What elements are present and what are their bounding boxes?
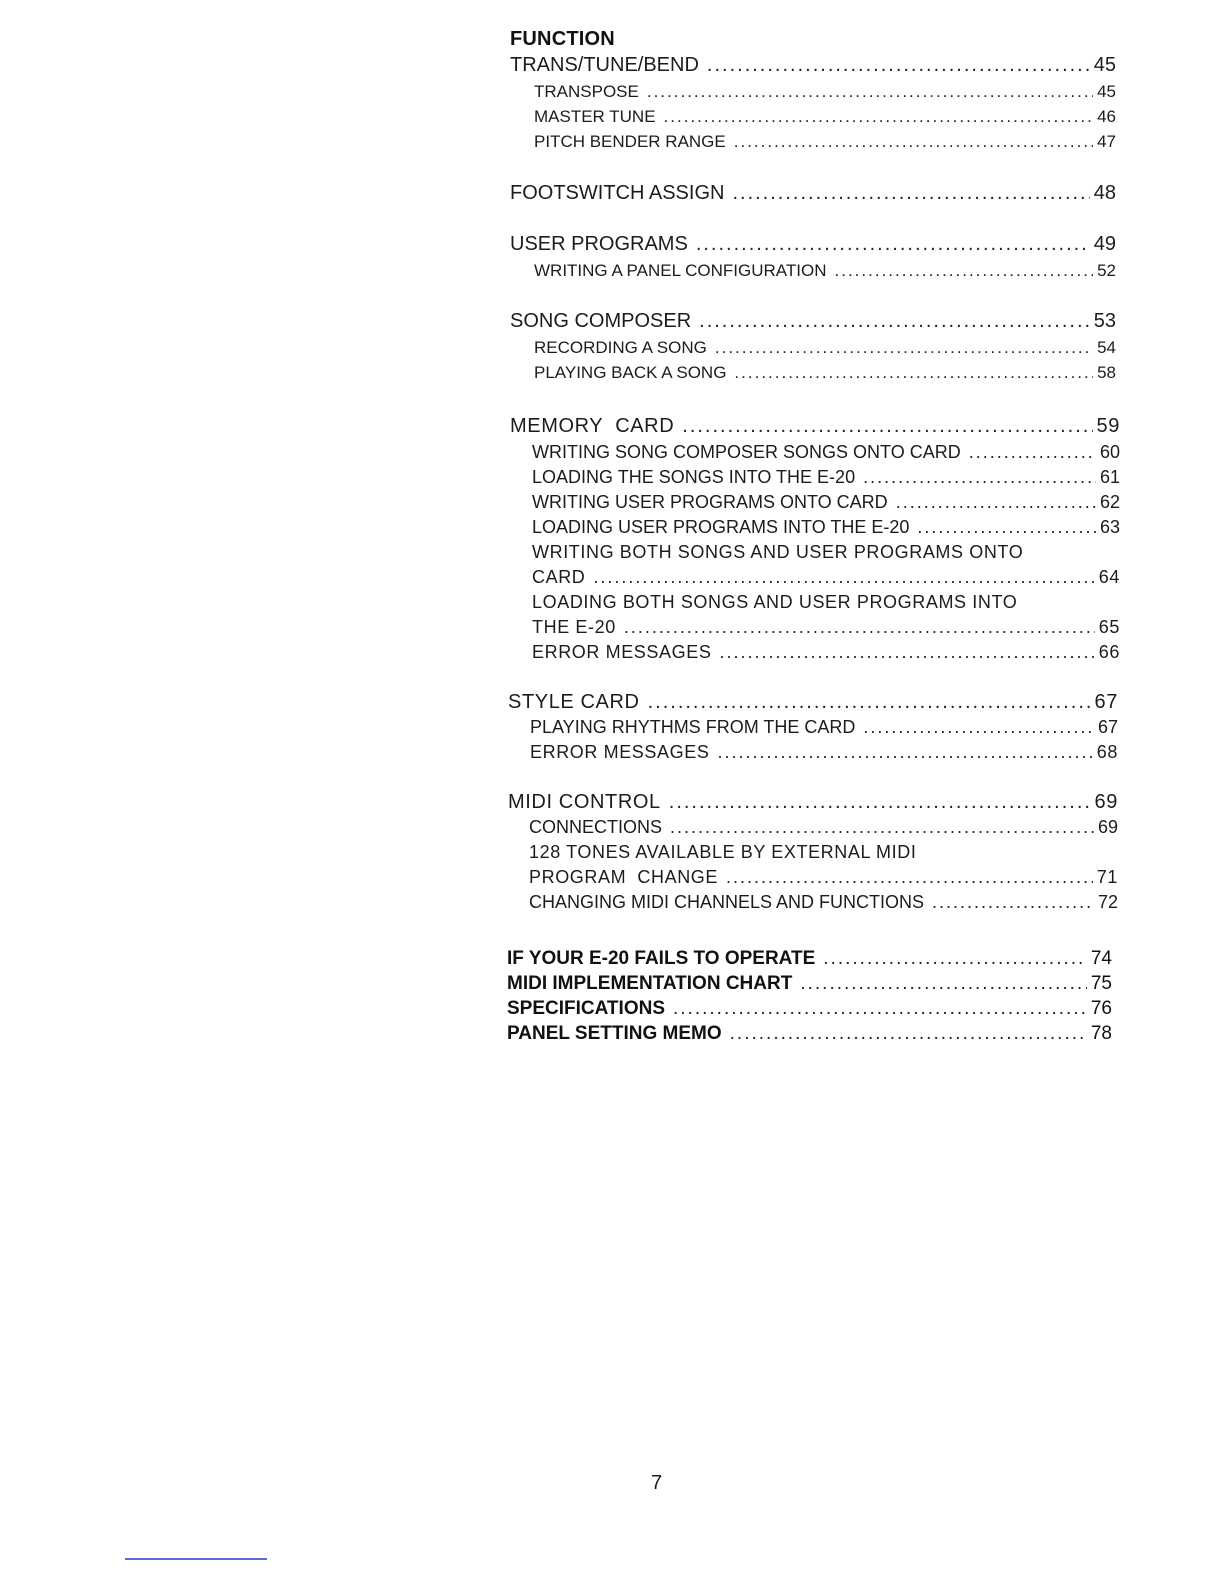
toc-entry-label: MIDI IMPLEMENTATION CHART [507, 973, 793, 994]
toc-subentry[interactable] [530, 717, 1118, 738]
toc-entry-page: 54 [1097, 338, 1116, 357]
toc-entry-page: 63 [1099, 517, 1120, 537]
toc-entry-page: 52 [1097, 261, 1116, 280]
toc-entry-page: 62 [1099, 492, 1120, 512]
dot-leader [800, 973, 1087, 995]
toc-entry-label: MIDI CONTROL [508, 791, 661, 813]
toc-subentry[interactable] [534, 132, 1116, 152]
toc-entry-page: 68 [1096, 742, 1118, 762]
toc-entry[interactable] [507, 973, 1112, 995]
dot-leader [593, 567, 1094, 588]
toc-subentry[interactable] [532, 517, 1120, 538]
toc-entry[interactable] [510, 415, 1120, 438]
dot-leader [730, 1023, 1087, 1045]
dot-leader [734, 132, 1093, 152]
toc-entry-page: 74 [1090, 948, 1112, 969]
toc-entry-label: TRANS/TUNE/BEND [510, 54, 699, 76]
toc-entry-page: 46 [1097, 107, 1116, 126]
toc-subentry[interactable] [534, 107, 1116, 127]
toc-subentry[interactable] [532, 617, 1120, 638]
dot-leader [917, 517, 1096, 538]
dot-leader [717, 742, 1092, 763]
toc-entry-label: PROGRAM CHANGE [529, 867, 719, 887]
toc-subentry[interactable] [530, 742, 1118, 763]
toc-subentry[interactable] [532, 442, 1120, 463]
toc-entry[interactable] [508, 791, 1118, 814]
toc-entry-page: 49 [1093, 233, 1116, 255]
toc-entry-label: PLAYING BACK A SONG [534, 363, 727, 382]
toc-subentry-line: WRITING BOTH SONGS AND USER PROGRAMS ONTO [532, 542, 1024, 562]
toc-entry[interactable] [507, 998, 1112, 1020]
dot-leader [699, 310, 1090, 333]
toc-entry-label: CHANGING MIDI CHANNELS AND FUNCTIONS [529, 892, 925, 912]
dot-leader [715, 338, 1093, 358]
toc-entry-label: ERROR MESSAGES [532, 642, 712, 662]
toc-entry-label: PLAYING RHYTHMS FROM THE CARD [530, 717, 856, 737]
dot-leader [673, 998, 1087, 1020]
toc-entry-page: 65 [1098, 617, 1120, 637]
toc-subentry[interactable] [529, 867, 1118, 888]
dot-leader [647, 82, 1093, 102]
dot-leader [734, 363, 1093, 383]
toc-entry-label: USER PROGRAMS [510, 233, 688, 255]
toc-entry-label: LOADING THE SONGS INTO THE E-20 [532, 467, 856, 487]
toc-entry[interactable] [510, 54, 1116, 77]
dot-leader [648, 691, 1091, 714]
toc-entry-label: WRITING A PANEL CONFIGURATION [534, 261, 827, 280]
toc-entry-page: 48 [1093, 182, 1116, 204]
toc-entry-page: 59 [1096, 415, 1120, 437]
toc-subentry-line: LOADING BOTH SONGS AND USER PROGRAMS INTO [532, 592, 1018, 612]
toc-subentry[interactable] [534, 338, 1116, 358]
toc-entry-label: SONG COMPOSER [510, 310, 692, 332]
dot-leader [863, 467, 1096, 488]
dot-leader [707, 54, 1090, 77]
toc-entry-page: 67 [1094, 691, 1118, 713]
toc-entry[interactable] [510, 182, 1116, 205]
toc-entry[interactable] [507, 948, 1112, 970]
page-number: 7 [651, 1472, 663, 1494]
toc-subentry[interactable] [534, 82, 1116, 102]
toc-entry-label: IF YOUR E-20 FAILS TO OPERATE [507, 948, 816, 969]
toc-entry-page: 76 [1090, 998, 1112, 1019]
toc-entry-page: 75 [1090, 973, 1112, 994]
toc-entry-page: 69 [1097, 817, 1118, 837]
dot-leader [823, 948, 1087, 970]
toc-subentry[interactable] [534, 363, 1116, 383]
section-heading: FUNCTION [510, 28, 615, 50]
toc-entry[interactable] [510, 233, 1116, 256]
toc-entry-label: FOOTSWITCH ASSIGN [510, 182, 725, 204]
toc-entry-label: WRITING SONG COMPOSER SONGS ONTO CARD [532, 442, 961, 462]
dot-leader [932, 892, 1094, 913]
toc-subentry[interactable] [534, 261, 1116, 281]
toc-subentry[interactable] [532, 492, 1120, 513]
toc-subentry[interactable] [529, 817, 1118, 838]
dot-leader [696, 233, 1090, 256]
dot-leader [896, 492, 1096, 513]
toc-entry-label: RECORDING A SONG [534, 338, 707, 357]
toc-entry-label: SPECIFICATIONS [507, 998, 665, 1019]
dot-leader [732, 182, 1089, 205]
dot-leader [726, 867, 1093, 888]
dot-leader [969, 442, 1096, 463]
toc-subentry[interactable] [529, 892, 1118, 913]
toc-entry[interactable] [508, 691, 1118, 714]
toc-entry-label: THE E-20 [532, 617, 616, 637]
toc-entry-page: 47 [1097, 132, 1116, 151]
dot-leader [863, 717, 1094, 738]
toc-entry-label: WRITING USER PROGRAMS ONTO CARD [532, 492, 888, 512]
toc-entry-page: 64 [1098, 567, 1120, 587]
toc-subentry-line: 128 TONES AVAILABLE BY EXTERNAL MIDI [529, 842, 917, 862]
toc-entry-page: 72 [1097, 892, 1118, 912]
dot-leader [682, 415, 1092, 438]
toc-entry-label: PITCH BENDER RANGE [534, 132, 726, 151]
toc-subentry[interactable] [532, 642, 1120, 663]
toc-entry-label: STYLE CARD [508, 691, 640, 713]
toc-entry-label: LOADING USER PROGRAMS INTO THE E-20 [532, 517, 910, 537]
dot-leader [669, 791, 1091, 814]
toc-entry-label: CARD [532, 567, 586, 587]
toc-entry-label: MEMORY CARD [510, 415, 675, 437]
toc-entry-page: 78 [1090, 1023, 1112, 1044]
toc-entry-label: ERROR MESSAGES [530, 742, 710, 762]
toc-entry[interactable] [510, 310, 1116, 333]
dot-leader [835, 261, 1094, 281]
dot-leader [719, 642, 1094, 663]
toc-entry-page: 60 [1099, 442, 1120, 462]
toc-entry-label: CONNECTIONS [529, 817, 663, 837]
toc-entry-label: MASTER TUNE [534, 107, 656, 126]
toc-entry-page: 71 [1096, 867, 1118, 887]
footer-rule [125, 1558, 267, 1560]
toc-entry-page: 58 [1097, 363, 1116, 382]
toc-entry-page: 45 [1093, 54, 1116, 76]
dot-leader [624, 617, 1095, 638]
dot-leader [670, 817, 1094, 838]
toc-subentry[interactable] [532, 467, 1120, 488]
toc-entry[interactable] [507, 1023, 1112, 1045]
toc-entry-label: TRANSPOSE [534, 82, 639, 101]
toc-entry-page: 69 [1094, 791, 1118, 813]
toc-subentry[interactable] [532, 567, 1120, 588]
toc-entry-page: 53 [1093, 310, 1116, 332]
toc-entry-page: 66 [1098, 642, 1120, 662]
dot-leader [664, 107, 1094, 127]
toc-entry-page: 61 [1099, 467, 1120, 487]
toc-entry-label: PANEL SETTING MEMO [507, 1023, 722, 1044]
toc-entry-page: 67 [1097, 717, 1118, 737]
toc-entry-page: 45 [1097, 82, 1116, 101]
